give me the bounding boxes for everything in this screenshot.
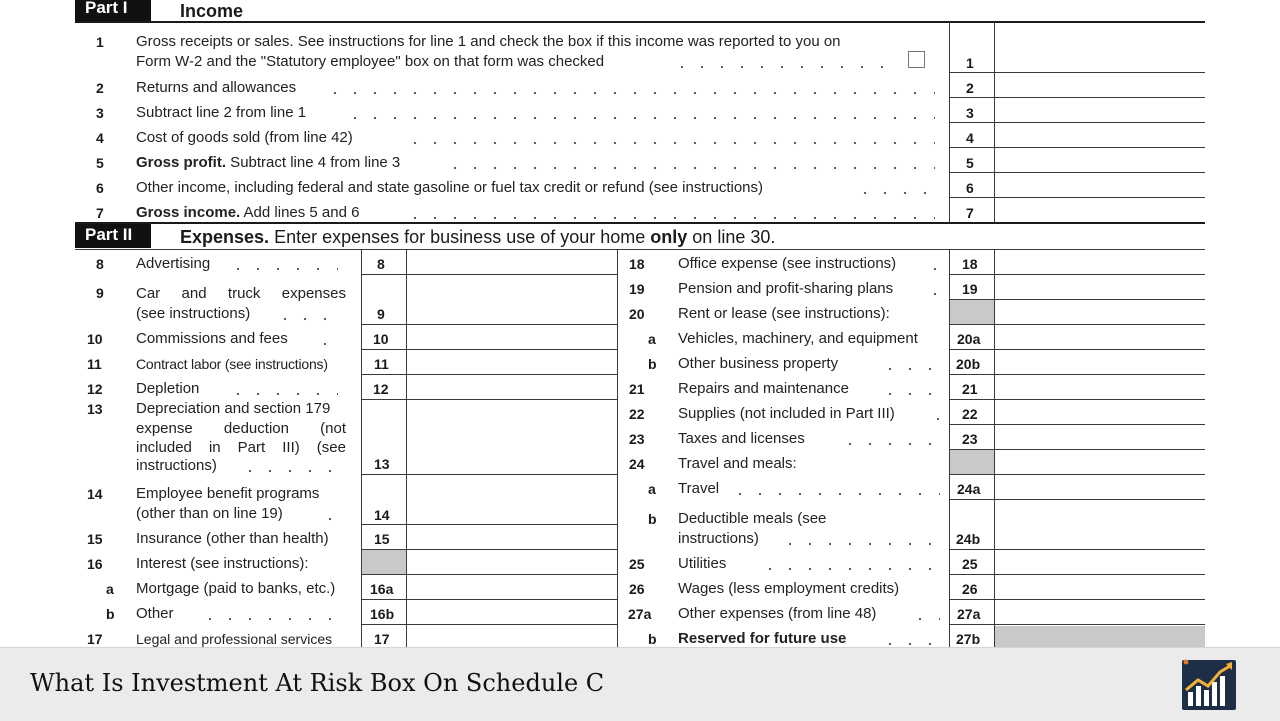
line-18-box-label: 18 [962, 256, 978, 272]
article-title: What Is Investment At Risk Box On Schedule C [30, 669, 605, 697]
line-3-leader-dots [345, 115, 935, 121]
line-17-text: Legal and professional services [136, 631, 333, 647]
part2-title-mid: Enter expenses for business use of your home [269, 227, 651, 247]
line-23-rule [949, 449, 1205, 450]
logo-bar-2 [1196, 686, 1201, 706]
line-8-amount-field[interactable] [407, 250, 617, 274]
part2-title-end: on line 30. [687, 227, 776, 247]
line-4-amount-field[interactable] [995, 123, 1205, 147]
part2-title-only: only [650, 227, 688, 247]
line-14-box-label: 14 [374, 507, 390, 523]
line-7-text [136, 204, 359, 222]
line-10-amount-field[interactable] [407, 325, 617, 349]
line-22-number: 22 [629, 406, 645, 422]
line-7-number: 7 [96, 205, 104, 221]
line-22-box-label: 22 [962, 406, 978, 422]
line-13-text-b: expense deduction (not [136, 420, 346, 437]
chart-growth-icon[interactable] [1180, 658, 1238, 712]
line-12-text: Depletion [136, 380, 200, 397]
logo-bar-5 [1220, 676, 1225, 706]
line-25-amount-field[interactable] [995, 550, 1205, 574]
line-27a-leader-dots [910, 616, 940, 622]
line-6-box-label: 6 [966, 180, 974, 196]
line-16b-letter: b [106, 606, 115, 622]
line-16-number: 16 [87, 556, 103, 572]
line-16b-leader-dots [200, 616, 340, 622]
line-13-box-label: 13 [374, 456, 390, 472]
line-11-number: 11 [87, 356, 102, 372]
line-27a-box-label: 27a [957, 606, 981, 622]
line-4-box-label: 4 [966, 130, 974, 146]
line-16b-text: Other [136, 605, 174, 622]
line-9-box-label: 9 [377, 306, 385, 322]
line-23-number: 23 [629, 431, 645, 447]
line-23-amount-field[interactable] [995, 425, 1205, 449]
line-11-box-label: 11 [374, 356, 389, 372]
line-7-rest-text: Add lines 5 and 6 [240, 204, 360, 221]
line-2-leader-dots [325, 90, 935, 96]
part2-title [180, 226, 775, 248]
line-6-leader-dots [855, 190, 935, 196]
line-7-leader-dots [405, 215, 935, 221]
line-15-amount-field[interactable] [407, 525, 617, 549]
line-23-text: Taxes and licenses [678, 430, 805, 447]
line-13-text-d: instructions) [136, 457, 217, 474]
line-25-leader-dots [760, 566, 940, 572]
line-21-leader-dots [880, 391, 940, 397]
line-11-amount-field[interactable] [407, 350, 617, 374]
line-19-rule [949, 299, 1205, 300]
line-3-text: Subtract line 2 from line 1 [136, 104, 307, 121]
line-21-amount-field[interactable] [995, 375, 1205, 399]
line-26-number: 26 [629, 581, 645, 597]
part2-title-bold: Expenses. [180, 227, 270, 247]
footer-banner [0, 647, 1280, 721]
line-3-box-label: 3 [966, 105, 974, 121]
line-22-amount-field[interactable] [995, 400, 1205, 424]
line-19-text: Pension and profit-sharing plans [678, 280, 894, 297]
line-12-amount-field[interactable] [407, 375, 617, 399]
line-8-text: Advertising [136, 255, 211, 272]
line-16-shaded-cell [362, 550, 406, 575]
line-13-number: 13 [87, 401, 103, 417]
line-27a-number: 27a [628, 606, 652, 622]
line-14-text-a: Employee benefit programs [136, 485, 320, 502]
line-20b-text: Other business property [678, 355, 839, 372]
line-8-number: 8 [96, 256, 104, 272]
line-14-number: 14 [87, 486, 103, 502]
line-16a-amount-field[interactable] [407, 575, 617, 599]
line-12-leader-dots [228, 391, 338, 397]
line-21-box-label: 21 [962, 381, 978, 397]
line-24a-leader-dots [730, 491, 940, 497]
line-19-number: 19 [629, 281, 645, 297]
line-24a-box-label: 24a [957, 481, 981, 497]
line-20a-amount-field[interactable] [995, 325, 1205, 349]
line-5-amount-field[interactable] [995, 148, 1205, 172]
line-20b-leader-dots [880, 366, 940, 372]
line-27a-amount-field[interactable] [995, 600, 1205, 624]
line-24-number: 24 [629, 456, 645, 472]
line-24b-text-a: Deductible meals (see [678, 510, 827, 527]
line-23-leader-dots [840, 441, 940, 447]
line-10-leader-dots [315, 341, 340, 347]
line-2-text: Returns and allowances [136, 79, 297, 96]
line-18-leader-dots [925, 266, 940, 272]
line-5-text [136, 154, 400, 172]
line-20b-letter: b [648, 356, 657, 372]
logo-dot [1184, 660, 1189, 665]
line-23-box-label: 23 [962, 431, 978, 447]
line-24-text: Travel and meals: [678, 455, 797, 472]
part2-top-rule [75, 222, 1205, 224]
line-21-number: 21 [629, 381, 645, 397]
line-10-box-label: 10 [373, 331, 389, 347]
line-19-amount-field[interactable] [995, 275, 1205, 299]
line-26-amount-field[interactable] [995, 575, 1205, 599]
line-19-leader-dots [925, 291, 940, 297]
line-13-text-c: included in Part III) (see [136, 439, 346, 456]
line-20b-amount-field[interactable] [995, 350, 1205, 374]
line-25-box-label: 25 [962, 556, 978, 572]
line-2-number: 2 [96, 80, 104, 96]
line-25-text: Utilities [678, 555, 727, 572]
line-12-number: 12 [87, 381, 103, 397]
line-4-text: Cost of goods sold (from line 42) [136, 129, 353, 146]
line-12-box-label: 12 [373, 381, 389, 397]
line-15-text: Insurance (other than health) [136, 530, 329, 547]
line-1-amount-field[interactable] [995, 23, 1205, 72]
line-1-leader-dots [672, 64, 892, 70]
line-24b-box-label: 24b [956, 531, 981, 547]
line-20a-box-label: 20a [957, 331, 981, 347]
line-27b-shaded-cell [995, 626, 1205, 647]
line-2-box-label: 2 [966, 80, 974, 96]
line-27b-text [678, 630, 846, 648]
line-14-text-b: (other than on line 19) [136, 505, 283, 522]
line-18-amount-field[interactable] [995, 250, 1205, 274]
line-7-box-label: 7 [966, 205, 974, 221]
line-24b-text-b: instructions) [678, 530, 759, 547]
line-20-text: Rent or lease (see instructions): [678, 305, 890, 322]
part2-label-box [75, 224, 151, 248]
line-21-text: Repairs and maintenance [678, 380, 849, 397]
logo-bar-1 [1188, 692, 1193, 706]
line-24a-text: Travel [678, 480, 720, 497]
line-11-text: Contract labor (see instructions) [136, 356, 328, 372]
line-26-box-label: 26 [962, 581, 978, 597]
line-4-leader-dots [405, 140, 935, 146]
line-24b-leader-dots [780, 541, 940, 547]
line-18-number: 18 [629, 256, 645, 272]
line-9-amount-field[interactable] [407, 275, 617, 324]
line-24a-amount-field[interactable] [995, 475, 1205, 499]
line-16a-letter: a [106, 581, 114, 597]
line-20-number: 20 [629, 306, 645, 322]
line-2-amount-field[interactable] [995, 73, 1205, 97]
line-5-rest-text: Subtract line 4 from line 3 [226, 154, 401, 171]
line-9-text-b: (see instructions) [136, 305, 251, 322]
line-14-amount-field[interactable] [407, 475, 617, 524]
statutory-employee-checkbox[interactable] [908, 51, 925, 68]
line-5-leader-dots [445, 165, 935, 171]
line-1-text-a: Gross receipts or sales. See instructions for line 1 and check the box if this income was reported to you on [136, 33, 841, 50]
line-15-box-label: 15 [374, 531, 390, 547]
line-20-shaded-cell [950, 300, 994, 325]
line-6-number: 6 [96, 180, 104, 196]
line-1-text-b: Form W-2 and the "Statutory employee" box on that form was checked [136, 53, 605, 70]
line-20a-letter: a [648, 331, 656, 347]
line-24b-amount-field[interactable] [995, 500, 1205, 549]
line-27b-bold-text: Reserved for future use [678, 630, 847, 647]
line-15-rule [361, 549, 617, 550]
line-16b-box-label: 16b [370, 606, 395, 622]
line-15-number: 15 [87, 531, 103, 547]
line-5-number: 5 [96, 155, 104, 171]
line-17-box-label: 17 [374, 631, 390, 647]
line-19-box-label: 19 [962, 281, 978, 297]
line-6-amount-field[interactable] [995, 173, 1205, 197]
line-26-text: Wages (less employment credits) [678, 580, 900, 597]
part1-label: Part I [85, 0, 128, 17]
line-20a-text: Vehicles, machinery, and equipment [678, 330, 918, 347]
line-24-shaded-cell [950, 450, 994, 475]
line-27a-rule [949, 624, 1205, 625]
line-16a-text: Mortgage (paid to banks, etc.) [136, 580, 336, 597]
line-3-number: 3 [96, 105, 104, 121]
line-8-box-label: 8 [377, 256, 385, 272]
line-9-number: 9 [96, 285, 104, 301]
line-24b-letter: b [648, 511, 657, 527]
line-5-bold-text: Gross profit. [136, 154, 227, 171]
line-13-amount-field[interactable] [407, 400, 617, 474]
logo-bar-3 [1204, 690, 1209, 706]
line-16b-amount-field[interactable] [407, 600, 617, 624]
line-22-leader-dots [928, 416, 940, 422]
line-7-amount-field[interactable] [995, 198, 1205, 222]
line-25-number: 25 [629, 556, 645, 572]
line-9-text-a: Car and truck expenses [136, 285, 346, 302]
line-13-leader-dots [240, 468, 340, 474]
line-20b-box-label: 20b [956, 356, 981, 372]
line-27b-letter: b [648, 631, 657, 647]
line-27a-text: Other expenses (from line 48) [678, 605, 877, 622]
part1-title: Income [180, 1, 244, 21]
line-1-number: 1 [96, 34, 104, 50]
line-6-text: Other income, including federal and state gasoline or fuel tax credit or refund (see instructions) [136, 179, 763, 196]
line-8-leader-dots [228, 266, 338, 272]
line-1-box-label: 1 [966, 55, 974, 71]
line-16-text: Interest (see instructions): [136, 555, 309, 572]
line-18-text: Office expense (see instructions) [678, 255, 897, 272]
line-4-number: 4 [96, 130, 104, 146]
line-17-number: 17 [87, 631, 103, 647]
part2-label: Part II [85, 225, 133, 244]
line-24a-letter: a [648, 481, 656, 497]
line-7-bold-text: Gross income. [136, 204, 241, 221]
line-16a-box-label: 16a [370, 581, 394, 597]
line-14-leader-dots [320, 516, 340, 522]
left-boxnum-left-rule [361, 249, 362, 649]
part1-label-box [75, 0, 151, 22]
line-10-text: Commissions and fees [136, 330, 288, 347]
line-13-text-a: Depreciation and section 179 [136, 400, 331, 417]
line-10-number: 10 [87, 331, 103, 347]
line-5-box-label: 5 [966, 155, 974, 171]
column-divider-rule [617, 249, 618, 649]
line-9-leader-dots [275, 316, 340, 322]
line-22-text: Supplies (not included in Part III) [678, 405, 895, 422]
logo-bar-4 [1212, 682, 1217, 706]
line-3-amount-field[interactable] [995, 98, 1205, 122]
line-27b-box-label: 27b [956, 631, 981, 647]
line-17-amount-field[interactable] [407, 625, 617, 647]
